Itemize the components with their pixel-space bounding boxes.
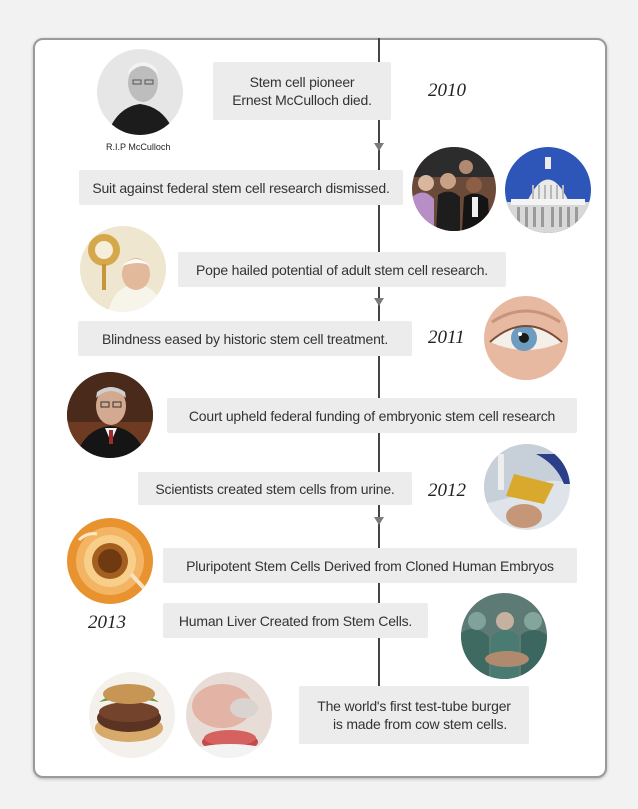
event-line: Stem cell pioneer	[249, 74, 355, 90]
event-line: The world's first test-tube burger	[317, 698, 511, 714]
year-2012: 2012	[428, 480, 466, 501]
timeline-arrow	[374, 143, 384, 151]
surgery-team-icon	[461, 593, 547, 679]
pope-portrait-icon	[80, 226, 166, 312]
event-pope-adult-stem-cells: Pope hailed potential of adult stem cell research.	[178, 252, 506, 287]
event-court-funding: Court upheld federal funding of embryonic stem cell research	[167, 398, 577, 433]
capitol-building-icon	[505, 147, 591, 233]
year-2013: 2013	[88, 612, 126, 633]
event-urine-stem-cells: Scientists created stem cells from urine.	[138, 472, 412, 505]
petri-dish-embryo-icon	[67, 518, 153, 604]
obama-group-icon	[412, 147, 496, 231]
event-suit-dismissed: Suit against federal stem cell research dismissed.	[79, 170, 403, 205]
event-line: is made from cow stem cells.	[332, 716, 508, 732]
eye-closeup-icon	[484, 296, 568, 380]
event-mcculloch-died	[213, 62, 391, 120]
event-cloned-embryos: Pluripotent Stem Cells Derived from Cloned Human Embryos	[163, 548, 577, 583]
timeline-arrow	[374, 298, 384, 306]
event-blindness-eased: Blindness eased by historic stem cell treatment.	[78, 321, 412, 356]
judge-portrait-icon	[67, 372, 153, 458]
burger-icon	[89, 672, 175, 758]
mcculloch-caption: R.I.P McCulloch	[106, 142, 171, 152]
mcculloch-portrait-icon	[97, 49, 183, 135]
lab-sample-icon	[484, 444, 570, 530]
event-human-liver: Human Liver Created from Stem Cells.	[163, 603, 428, 638]
event-test-tube-burger	[299, 686, 529, 744]
timeline-arrow	[374, 517, 384, 525]
year-2010: 2010	[428, 80, 466, 101]
event-line: Ernest McCulloch died.	[232, 92, 372, 108]
lab-grown-meat-icon	[186, 672, 272, 758]
year-2011: 2011	[428, 327, 465, 348]
